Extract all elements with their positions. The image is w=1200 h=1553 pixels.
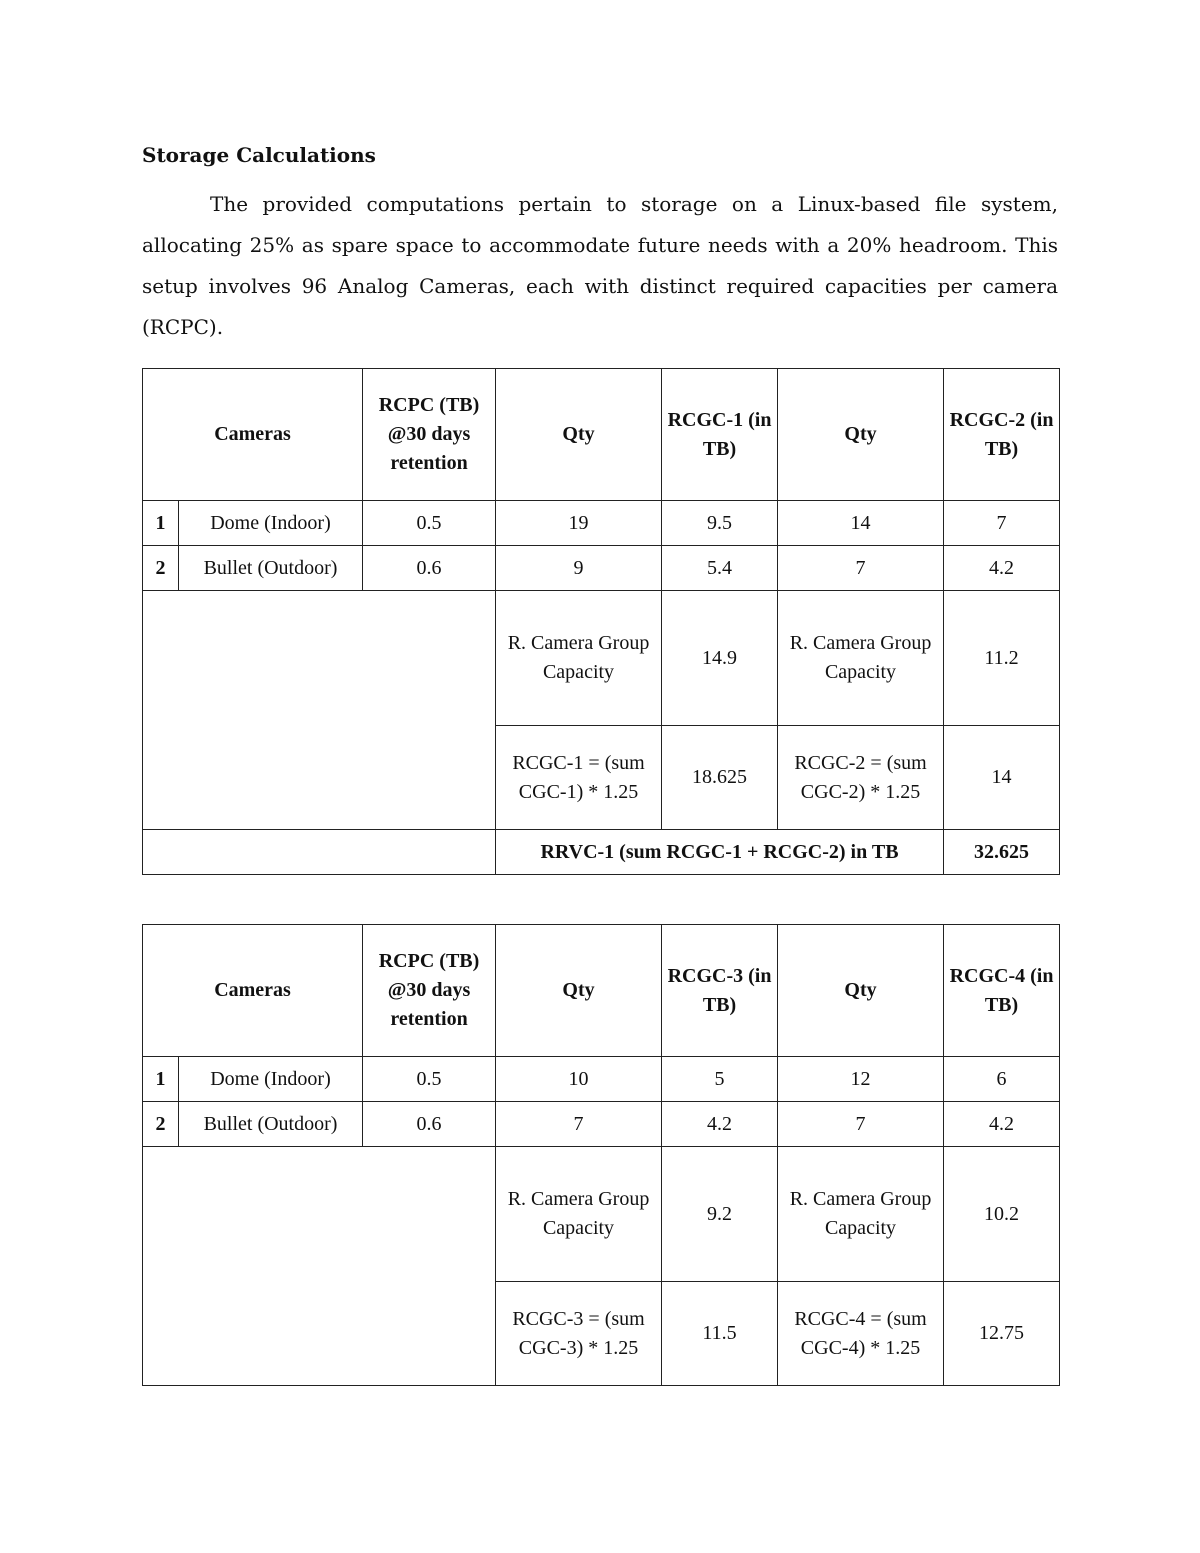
qty-a-value: 7 [496,1102,662,1147]
table-header-row [143,925,1060,1057]
rcgc-a-value: 9.5 [662,501,778,546]
header-rcgc-b: RCGC-4 (in TB) [944,925,1060,1057]
formula-value-b: 12.75 [944,1282,1060,1386]
group-capacity-value-a: 14.9 [662,591,778,726]
qty-b-value: 12 [778,1057,944,1102]
group-capacity-label-b: R. Camera Group Capacity [778,591,944,726]
header-rcpc: RCPC (TB) @30 days retention [363,925,496,1057]
rcgc-b-value: 4.2 [944,546,1060,591]
storage-table-2 [142,924,1060,1386]
header-cameras: Cameras [143,925,363,1057]
camera-type: Dome (Indoor) [179,1057,363,1102]
table-row [143,501,1060,546]
rcpc-value: 0.5 [363,501,496,546]
group-capacity-label-b: R. Camera Group Capacity [778,1147,944,1282]
formula-label-a: RCGC-3 = (sum CGC-3) * 1.25 [496,1282,662,1386]
qty-a-value: 10 [496,1057,662,1102]
blank-cell [143,1147,496,1386]
header-rcgc-a: RCGC-3 (in TB) [662,925,778,1057]
qty-b-value: 7 [778,546,944,591]
rcpc-value: 0.6 [363,546,496,591]
row-index: 2 [143,546,179,591]
storage-table-1 [142,368,1060,875]
table-row [143,546,1060,591]
rcgc-a-value: 5.4 [662,546,778,591]
rcgc-a-value: 4.2 [662,1102,778,1147]
header-rcgc-a: RCGC-1 (in TB) [662,369,778,501]
header-cameras: Cameras [143,369,363,501]
formula-value-b: 14 [944,726,1060,830]
qty-a-value: 19 [496,501,662,546]
total-label: RRVC-1 (sum RCGC-1 + RCGC-2) in TB [496,830,944,875]
qty-b-value: 14 [778,501,944,546]
group-capacity-value-a: 9.2 [662,1147,778,1282]
rcpc-value: 0.5 [363,1057,496,1102]
header-qty-a: Qty [496,369,662,501]
table-row [143,1057,1060,1102]
rcgc-b-value: 4.2 [944,1102,1060,1147]
group-capacity-value-b: 11.2 [944,591,1060,726]
rcgc-a-value: 5 [662,1057,778,1102]
blank-cell [143,591,496,830]
group-capacity-label-a: R. Camera Group Capacity [496,1147,662,1282]
camera-type: Bullet (Outdoor) [179,546,363,591]
total-value: 32.625 [944,830,1060,875]
page-heading: Storage Calculations [142,143,376,167]
rcpc-value: 0.6 [363,1102,496,1147]
header-qty-b: Qty [778,925,944,1057]
row-index: 2 [143,1102,179,1147]
header-qty-a: Qty [496,925,662,1057]
qty-a-value: 9 [496,546,662,591]
table-header-row [143,369,1060,501]
formula-label-b: RCGC-2 = (sum CGC-2) * 1.25 [778,726,944,830]
group-capacity-row [143,1147,1060,1282]
blank-cell [143,830,496,875]
header-rcpc: RCPC (TB) @30 days retention [363,369,496,501]
header-rcgc-b: RCGC-2 (in TB) [944,369,1060,501]
rcgc-b-value: 6 [944,1057,1060,1102]
group-capacity-label-a: R. Camera Group Capacity [496,591,662,726]
rcgc-b-value: 7 [944,501,1060,546]
formula-value-a: 11.5 [662,1282,778,1386]
intro-paragraph: The provided computations pertain to storage on a Linux-based file system, allocating 25% as spare space to accommodate future needs with a 20% headroom. This setup involves 96 Analog Cameras, each with distinct required capacities per camera (RCPC). [142,192,1058,339]
camera-type: Dome (Indoor) [179,501,363,546]
group-capacity-value-b: 10.2 [944,1147,1060,1282]
row-index: 1 [143,501,179,546]
total-row [143,830,1060,875]
camera-type: Bullet (Outdoor) [179,1102,363,1147]
table-row [143,1102,1060,1147]
row-index: 1 [143,1057,179,1102]
formula-label-b: RCGC-4 = (sum CGC-4) * 1.25 [778,1282,944,1386]
qty-b-value: 7 [778,1102,944,1147]
header-qty-b: Qty [778,369,944,501]
group-capacity-row [143,591,1060,726]
formula-value-a: 18.625 [662,726,778,830]
formula-label-a: RCGC-1 = (sum CGC-1) * 1.25 [496,726,662,830]
